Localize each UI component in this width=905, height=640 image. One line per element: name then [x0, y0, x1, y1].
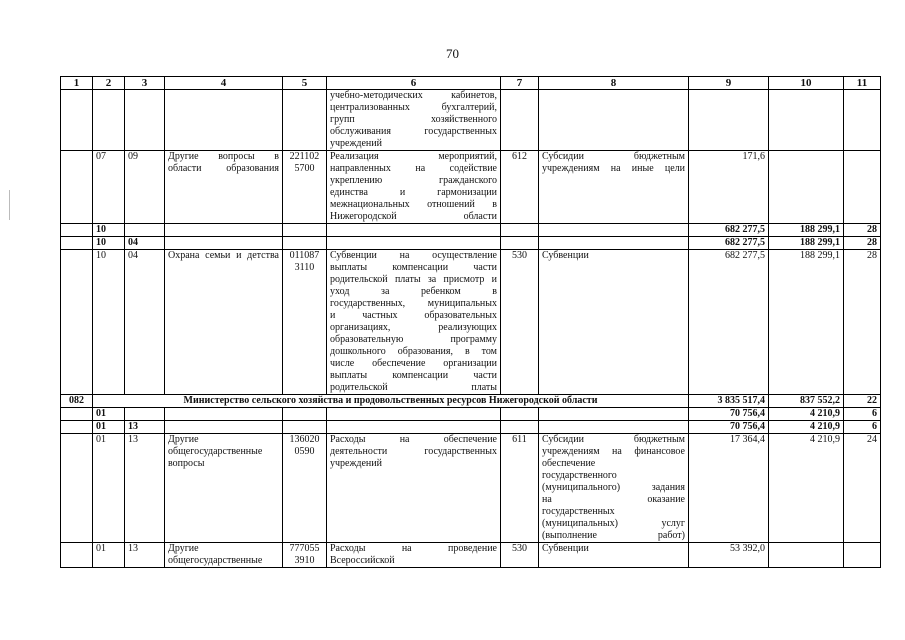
cell-line: Расходы на проведение — [330, 543, 497, 554]
cell-c11: 22 — [844, 395, 881, 408]
cell-line: межнациональных отношений в — [330, 199, 497, 210]
cell-line: уход за ребенком в — [330, 286, 497, 297]
cell-line: общегосударственные — [168, 446, 263, 457]
col-header: 9 — [689, 77, 769, 90]
cell-c9: 3 835 517,4 — [689, 395, 769, 408]
cell-c7: 530 — [501, 250, 539, 395]
cell-line: (муниципальных) услуг — [542, 518, 685, 529]
cell-line: родительской платы — [330, 382, 497, 393]
cell-c4 — [165, 408, 283, 421]
page-number: 70 — [446, 46, 459, 61]
cell-line: 136020 — [289, 434, 320, 445]
cell-line: государственных, муниципальных — [330, 298, 497, 309]
col-header: 8 — [539, 77, 689, 90]
cell-c11 — [844, 151, 881, 224]
cell-c11 — [844, 543, 881, 568]
cell-c9: 70 756,4 — [689, 408, 769, 421]
cell-line: 0590 — [294, 446, 315, 457]
col-header: 11 — [844, 77, 881, 90]
cell-c9: 17 364,4 — [689, 434, 769, 543]
cell-c3 — [125, 408, 165, 421]
cell-c2: 10 — [93, 250, 125, 395]
table-row — [61, 151, 881, 224]
cell-c2: 10 — [93, 224, 125, 237]
cell-c5 — [283, 543, 327, 568]
cell-line: укреплению гражданского — [330, 175, 497, 186]
cell-c2: 01 — [93, 421, 125, 434]
cell-line: выплаты компенсации части — [330, 370, 497, 381]
col-header: 7 — [501, 77, 539, 90]
cell-line: Нижегородской области — [330, 211, 497, 222]
cell-c7 — [501, 224, 539, 237]
cell-line: общегосударственные — [168, 555, 263, 566]
cell-c3: 13 — [125, 543, 165, 568]
cell-c10: 188 299,1 — [769, 237, 844, 250]
cell-c8 — [539, 408, 689, 421]
cell-c1 — [61, 434, 93, 543]
cell-c1 — [61, 224, 93, 237]
table-row — [61, 237, 881, 250]
cell-c2: 01 — [93, 434, 125, 543]
cell-c6 — [327, 250, 501, 395]
cell-c6 — [327, 90, 501, 151]
cell-c4 — [165, 224, 283, 237]
cell-c9: 53 392,0 — [689, 543, 769, 568]
cell-c8 — [539, 434, 689, 543]
cell-line: централизованных бухгалтерий, — [330, 102, 497, 113]
cell-c10 — [769, 90, 844, 151]
cell-line: области образования — [168, 163, 279, 174]
cell-c5 — [283, 434, 327, 543]
cell-c1 — [61, 543, 93, 568]
cell-c11: 28 — [844, 237, 881, 250]
cell-c3 — [125, 224, 165, 237]
cell-c11: 6 — [844, 408, 881, 421]
cell-c8 — [539, 90, 689, 151]
cell-line: 777055 — [289, 543, 320, 554]
cell-line: Реализация мероприятий, — [330, 151, 497, 162]
cell-c7 — [501, 421, 539, 434]
cell-c8 — [539, 421, 689, 434]
cell-c3: 04 — [125, 250, 165, 395]
cell-c5 — [283, 151, 327, 224]
cell-c7: 611 — [501, 434, 539, 543]
cell-c4 — [165, 250, 283, 395]
cell-line: 3110 — [294, 262, 315, 273]
cell-c3: 13 — [125, 421, 165, 434]
cell-c6 — [327, 224, 501, 237]
cell-c7 — [501, 408, 539, 421]
col-header: 1 — [61, 77, 93, 90]
cell-line: учреждений — [330, 458, 382, 469]
cell-c2: 01 — [93, 408, 125, 421]
cell-c9: 171,6 — [689, 151, 769, 224]
cell-c1: 082 — [61, 395, 93, 408]
table-row — [61, 543, 881, 568]
cell-c4 — [165, 151, 283, 224]
cell-c11: 28 — [844, 250, 881, 395]
cell-line: учреждениям на иные цели — [542, 163, 685, 174]
cell-c10 — [769, 543, 844, 568]
cell-c6 — [327, 421, 501, 434]
cell-line: обслуживания государственных — [330, 126, 497, 137]
table-body — [61, 90, 881, 568]
cell-line: Субсидии бюджетным — [542, 151, 685, 162]
cell-line: групп хозяйственного — [330, 114, 497, 125]
col-header: 10 — [769, 77, 844, 90]
cell-c7 — [501, 90, 539, 151]
cell-c2 — [93, 90, 125, 151]
cell-line: 5700 — [294, 163, 315, 174]
cell-c11: 28 — [844, 224, 881, 237]
cell-line: Субвенции — [542, 543, 589, 554]
cell-line: Охрана семьи и детства — [168, 250, 279, 261]
cell-line: государственного — [542, 470, 617, 481]
cell-line: родительской платы за присмотр и — [330, 274, 497, 285]
col-header: 4 — [165, 77, 283, 90]
cell-line: выплаты компенсации части — [330, 262, 497, 273]
cell-line: государственных — [542, 506, 615, 517]
cell-line: (выполнение работ) — [542, 530, 685, 541]
cell-c3: 09 — [125, 151, 165, 224]
cell-line: дошкольного образования, в том — [330, 346, 497, 357]
cell-c4 — [165, 434, 283, 543]
cell-c6 — [327, 408, 501, 421]
cell-c1 — [61, 421, 93, 434]
cell-c4 — [165, 90, 283, 151]
cell-line: на оказание — [542, 494, 685, 505]
cell-c1 — [61, 237, 93, 250]
cell-c1 — [61, 90, 93, 151]
cell-line: и частных образовательных — [330, 310, 497, 321]
cell-c8 — [539, 151, 689, 224]
cell-c5 — [283, 237, 327, 250]
cell-c7: 530 — [501, 543, 539, 568]
cell-c9: 70 756,4 — [689, 421, 769, 434]
table-row — [61, 395, 881, 408]
table-row — [61, 421, 881, 434]
cell-c5 — [283, 421, 327, 434]
cell-line: Субсидии бюджетным — [542, 434, 685, 445]
cell-c3: 04 — [125, 237, 165, 250]
budget-table — [60, 76, 881, 568]
cell-c10: 837 552,2 — [769, 395, 844, 408]
cell-c9: 682 277,5 — [689, 224, 769, 237]
cell-line: Другие — [168, 543, 199, 554]
cell-line: Другие вопросы в — [168, 151, 279, 162]
cell-line: 011087 — [289, 250, 320, 261]
table-row — [61, 90, 881, 151]
cell-line: организациях, реализующих — [330, 322, 497, 333]
cell-c5 — [283, 90, 327, 151]
cell-line: 3910 — [294, 555, 315, 566]
cell-c11: 6 — [844, 421, 881, 434]
cell-line: учреждений — [330, 138, 382, 149]
cell-c2: 10 — [93, 237, 125, 250]
cell-c11: 24 — [844, 434, 881, 543]
cell-c6 — [327, 237, 501, 250]
cell-line: образовательную программу — [330, 334, 497, 345]
cell-line: Субвенции на осуществление — [330, 250, 497, 261]
cell-c3: 13 — [125, 434, 165, 543]
cell-c11 — [844, 90, 881, 151]
ministry-name: Министерство сельского хозяйства и продовольственных ресурсов Нижегородской области — [93, 395, 689, 408]
cell-c4 — [165, 421, 283, 434]
cell-c5 — [283, 250, 327, 395]
cell-c9 — [689, 90, 769, 151]
cell-line: 221102 — [289, 151, 320, 162]
cell-line: деятельности государственных — [330, 446, 497, 457]
cell-line: вопросы — [168, 458, 205, 469]
table-row — [61, 434, 881, 543]
cell-c9: 682 277,5 — [689, 237, 769, 250]
cell-c6 — [327, 151, 501, 224]
cell-c1 — [61, 408, 93, 421]
cell-c5 — [283, 224, 327, 237]
cell-line: единства и гармонизации — [330, 187, 497, 198]
cell-c10 — [769, 151, 844, 224]
cell-c10: 4 210,9 — [769, 421, 844, 434]
cell-c10: 188 299,1 — [769, 250, 844, 395]
cell-line: учебно-методических кабинетов, — [330, 90, 497, 101]
cell-c7: 612 — [501, 151, 539, 224]
scan-artifact — [9, 190, 10, 220]
col-header: 6 — [327, 77, 501, 90]
col-header: 2 — [93, 77, 125, 90]
cell-line: Субвенции — [542, 250, 589, 261]
cell-c10: 188 299,1 — [769, 224, 844, 237]
cell-c7 — [501, 237, 539, 250]
cell-c4 — [165, 237, 283, 250]
cell-c8 — [539, 543, 689, 568]
cell-c4 — [165, 543, 283, 568]
cell-c2: 07 — [93, 151, 125, 224]
cell-c8 — [539, 250, 689, 395]
table-row — [61, 250, 881, 395]
cell-line: Другие — [168, 434, 199, 445]
cell-c10: 4 210,9 — [769, 408, 844, 421]
cell-c9: 682 277,5 — [689, 250, 769, 395]
cell-c3 — [125, 90, 165, 151]
cell-line: Расходы на обеспечение — [330, 434, 497, 445]
cell-c1 — [61, 151, 93, 224]
cell-c6 — [327, 434, 501, 543]
cell-line: учреждениям на финансовое — [542, 446, 685, 457]
table-row — [61, 224, 881, 237]
cell-line: числе обеспечение организации — [330, 358, 497, 369]
cell-line: (муниципального) задания — [542, 482, 685, 493]
cell-c5 — [283, 408, 327, 421]
cell-c2: 01 — [93, 543, 125, 568]
table-row — [61, 408, 881, 421]
cell-c6 — [327, 543, 501, 568]
cell-line: Всероссийской — [330, 555, 395, 566]
header-row — [61, 77, 881, 90]
cell-c10: 4 210,9 — [769, 434, 844, 543]
col-header: 5 — [283, 77, 327, 90]
cell-c8 — [539, 224, 689, 237]
cell-line: обеспечение — [542, 458, 596, 469]
cell-c8 — [539, 237, 689, 250]
cell-line: направленных на содействие — [330, 163, 497, 174]
col-header: 3 — [125, 77, 165, 90]
cell-c1 — [61, 250, 93, 395]
